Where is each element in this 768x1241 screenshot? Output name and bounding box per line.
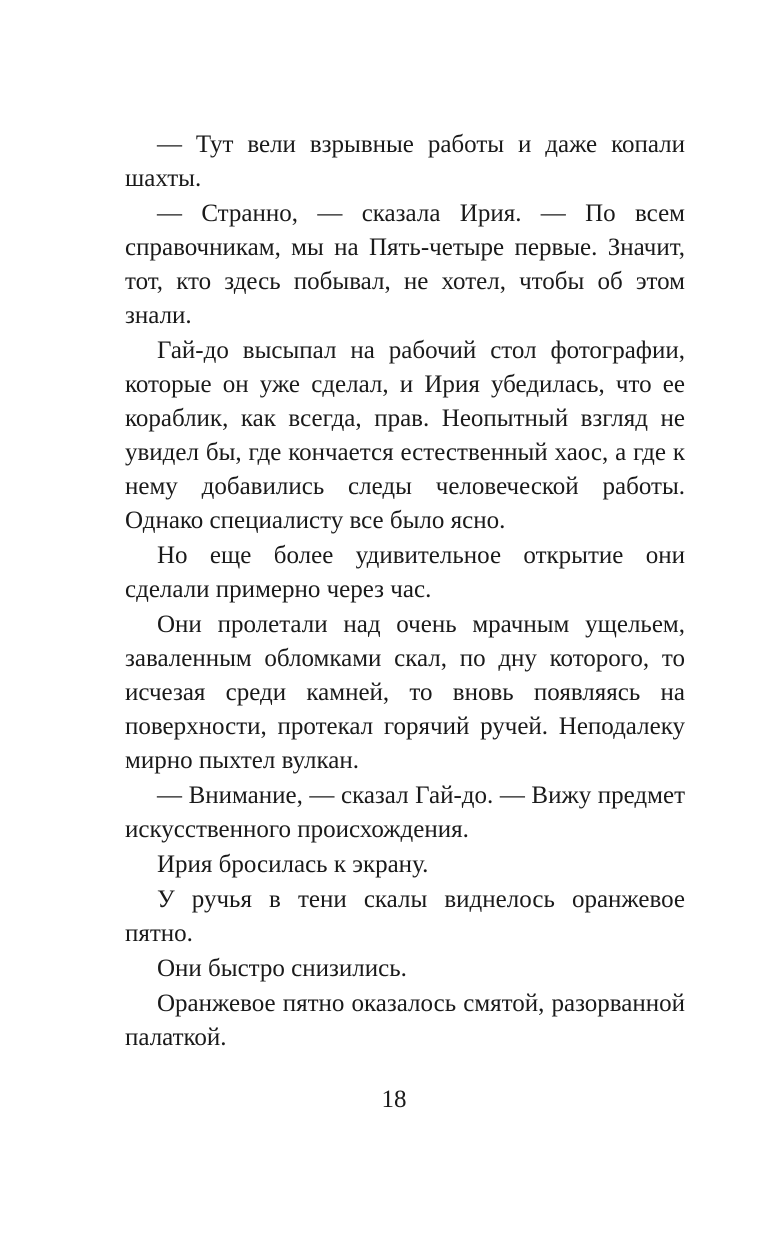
paragraph: — Внимание, — сказал Гай-до. — Вижу предмет искусственного происхождения. — [125, 782, 685, 843]
paragraph: Гай-до высыпал на рабочий стол фотографии, которые он уже сделал, и Ирия убедилась, что ее кораблик, как всегда, прав. Неопытный взгляд не увидел бы, где кончается естественный хаос, а где к нему добавились следы человеческой работы. Однако специалисту все было ясно. — [125, 337, 685, 534]
paragraph: Ирия бросилась к экрану. — [157, 851, 429, 878]
paragraph: Оранжевое пятно оказалось смятой, разорванной палаткой. — [125, 990, 685, 1051]
paragraph: Они пролетали над очень мрачным ущельем, заваленным обломками скал, по дну которого, то исчезая среди камней, то вновь появляясь на поверхности, протекал горячий ручей. Неподалеку мирно пыхтел вулкан. — [125, 611, 685, 774]
paragraph: Но еще более удивительное открытие они сделали примерно через час. — [125, 542, 685, 603]
paragraph: — Странно, — сказала Ирия. — По всем справочникам, мы на Пять-четыре первые. Значит, тот, кто здесь побывал, не хотел, чтобы об этом знали. — [125, 200, 685, 329]
paragraph: Они быстро снизились. — [157, 955, 407, 982]
paragraph: У ручья в тени скалы виднелось оранжевое пятно. — [125, 886, 685, 947]
page-body — [125, 128, 685, 1055]
paragraph: — Тут вели взрывные работы и даже копали шахты. — [125, 131, 685, 192]
page-number: 18 — [381, 1086, 407, 1113]
